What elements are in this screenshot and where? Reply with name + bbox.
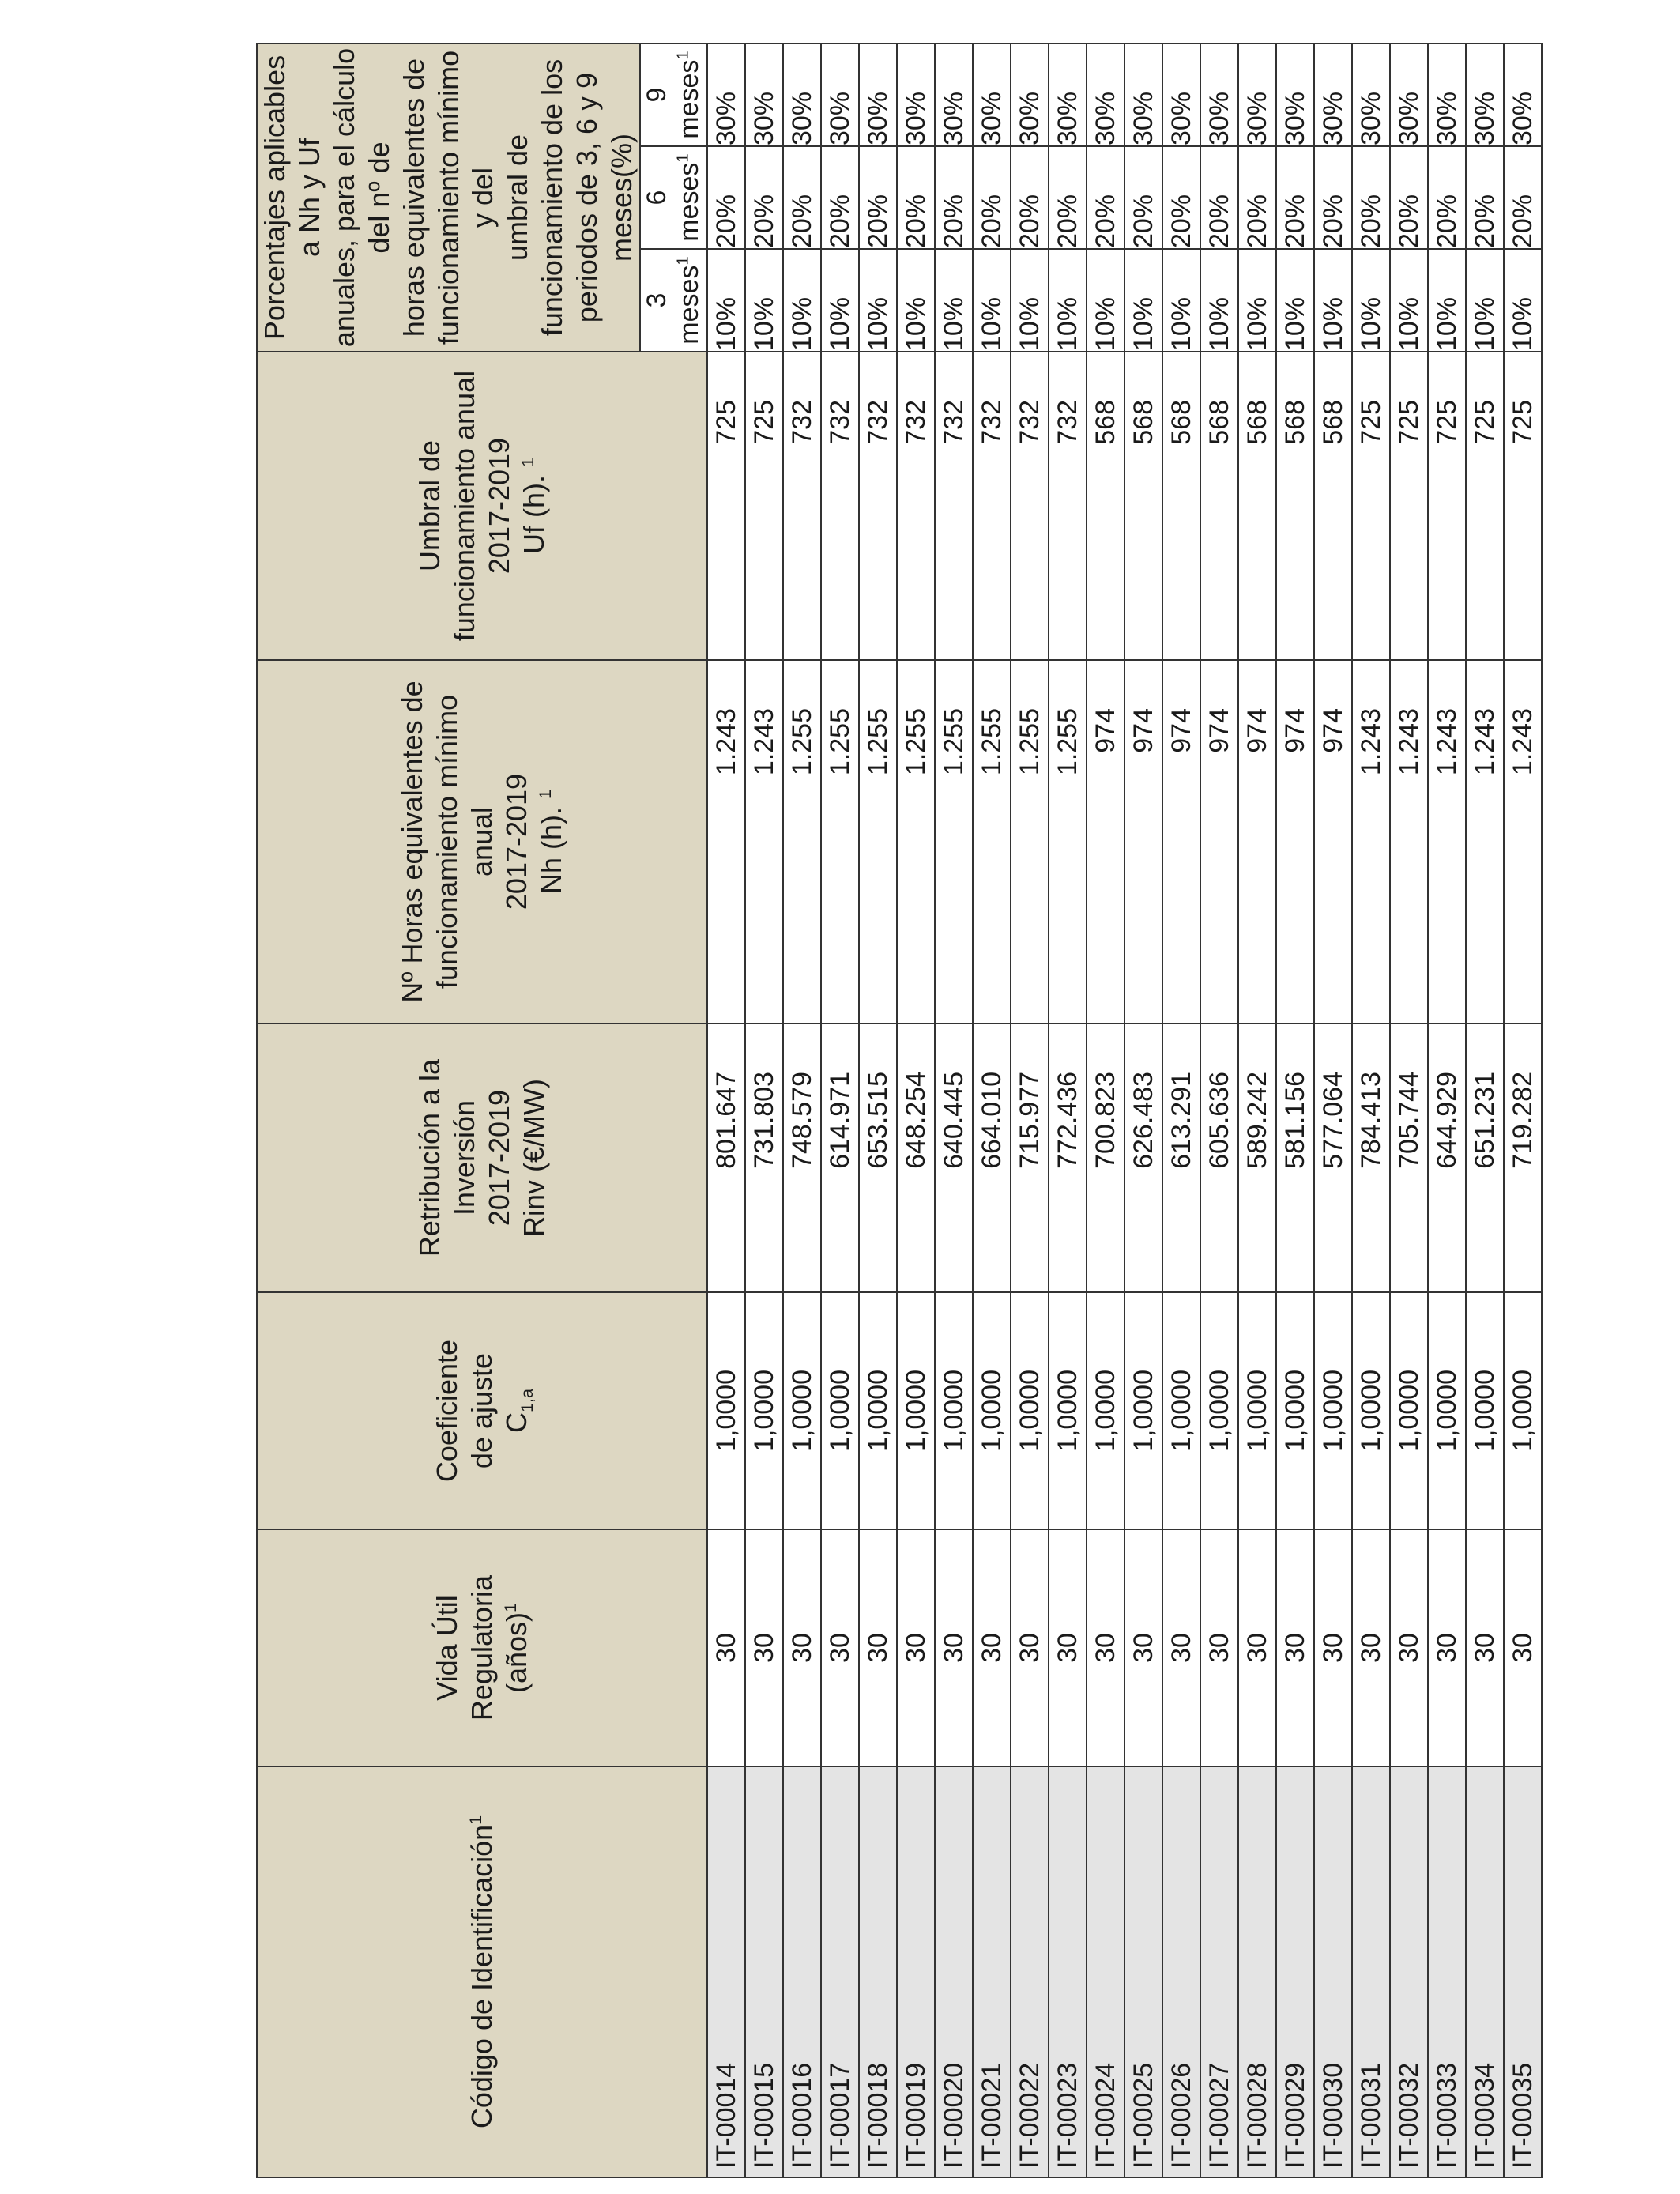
cell-horas-nh: 1.255 [859, 660, 897, 1023]
cell-retribucion: 748.579 [783, 1023, 821, 1292]
cell-vida: 30 [707, 1529, 745, 1766]
header-retrib-line1: Retribución a la [413, 1058, 446, 1257]
cell-codigo: IT-00025 [1124, 1766, 1162, 2177]
cell-pct-6-meses: 20% [1087, 146, 1124, 249]
footnote-marker: 1 [675, 256, 693, 266]
cell-pct-3-meses: 10% [1390, 249, 1428, 352]
cell-retribucion: 772.436 [1049, 1023, 1087, 1292]
cell-pct-6-meses: 20% [1428, 146, 1466, 249]
table-row [1428, 43, 1466, 2177]
cell-retribucion: 626.483 [1124, 1023, 1162, 1292]
cell-vida: 30 [1162, 1529, 1200, 1766]
cell-vida: 30 [821, 1529, 859, 1766]
cell-vida: 30 [1390, 1529, 1428, 1766]
cell-horas-nh: 1.243 [1466, 660, 1504, 1023]
cell-pct-3-meses: 10% [707, 249, 745, 352]
header-3-meses [640, 249, 707, 352]
cell-codigo: IT-00023 [1049, 1766, 1087, 2177]
header-pct-line3: horas equivalentes de [397, 58, 430, 337]
cell-vida: 30 [1352, 1529, 1390, 1766]
cell-pct-9-meses: 30% [1124, 43, 1162, 146]
cell-pct-9-meses: 30% [1352, 43, 1390, 146]
cell-pct-3-meses: 10% [1200, 249, 1238, 352]
footnote-marker: 1 [517, 457, 537, 467]
table-row [1124, 43, 1162, 2177]
cell-coeficiente: 1,0000 [1390, 1292, 1428, 1529]
cell-retribucion: 705.744 [1390, 1023, 1428, 1292]
cell-codigo: IT-00024 [1087, 1766, 1124, 2177]
cell-pct-3-meses: 10% [1162, 249, 1200, 352]
header-coef-line2: de ajuste [465, 1352, 498, 1469]
header-coef-subscript: 1,a [517, 1388, 537, 1413]
table-row [1504, 43, 1542, 2177]
table-row [1352, 43, 1390, 2177]
cell-retribucion: 644.929 [1428, 1023, 1466, 1292]
header-vida-line3 [499, 1530, 534, 1766]
cell-umbral-uf: 568 [1276, 352, 1314, 660]
table-row [707, 43, 745, 2177]
cell-pct-9-meses: 30% [783, 43, 821, 146]
cell-coeficiente: 1,0000 [973, 1292, 1011, 1529]
header-codigo [257, 1766, 707, 2177]
header-coef-line1: Coeficiente [431, 1339, 464, 1483]
retribution-table [256, 43, 1543, 2178]
cell-pct-9-meses: 30% [1238, 43, 1276, 146]
cell-pct-6-meses: 20% [1352, 146, 1390, 249]
cell-pct-9-meses: 30% [1276, 43, 1314, 146]
table-row [1049, 43, 1087, 2177]
table-row [783, 43, 821, 2177]
cell-pct-9-meses: 30% [897, 43, 935, 146]
cell-pct-3-meses: 10% [745, 249, 783, 352]
cell-pct-3-meses: 10% [821, 249, 859, 352]
cell-horas-nh: 1.255 [783, 660, 821, 1023]
cell-codigo: IT-00022 [1011, 1766, 1049, 2177]
cell-retribucion: 581.156 [1276, 1023, 1314, 1292]
cell-vida: 30 [745, 1529, 783, 1766]
header-uf-line1: Umbral de [413, 439, 446, 572]
header-vida [257, 1529, 707, 1766]
cell-pct-6-meses: 20% [973, 146, 1011, 249]
cell-horas-nh: 1.243 [1390, 660, 1428, 1023]
cell-codigo: IT-00019 [897, 1766, 935, 2177]
cell-pct-9-meses: 30% [1011, 43, 1049, 146]
cell-pct-3-meses: 10% [973, 249, 1011, 352]
table-row [1200, 43, 1238, 2177]
cell-coeficiente: 1,0000 [1352, 1292, 1390, 1529]
cell-codigo: IT-00030 [1314, 1766, 1352, 2177]
cell-codigo: IT-00028 [1238, 1766, 1276, 2177]
cell-pct-9-meses: 30% [1314, 43, 1352, 146]
cell-horas-nh: 974 [1162, 660, 1200, 1023]
cell-pct-9-meses: 30% [859, 43, 897, 146]
cell-codigo: IT-00017 [821, 1766, 859, 2177]
cell-codigo: IT-00014 [707, 1766, 745, 2177]
cell-pct-9-meses: 30% [821, 43, 859, 146]
cell-pct-3-meses: 10% [1124, 249, 1162, 352]
cell-retribucion: 577.064 [1314, 1023, 1352, 1292]
cell-horas-nh: 1.243 [1428, 660, 1466, 1023]
cell-pct-9-meses: 30% [1200, 43, 1238, 146]
cell-codigo: IT-00021 [973, 1766, 1011, 2177]
cell-horas-nh: 1.243 [707, 660, 745, 1023]
cell-horas-nh: 1.255 [821, 660, 859, 1023]
header-uf-line3: 2017-2019 [482, 437, 515, 575]
header-retrib-line2: Inversión [448, 1099, 481, 1216]
cell-pct-9-meses: 30% [935, 43, 973, 146]
cell-umbral-uf: 725 [1352, 352, 1390, 660]
cell-pct-6-meses: 20% [1200, 146, 1238, 249]
cell-codigo: IT-00032 [1390, 1766, 1428, 2177]
cell-coeficiente: 1,0000 [707, 1292, 745, 1529]
cell-retribucion: 648.254 [897, 1023, 935, 1292]
header-nh-line3: anual [465, 806, 498, 877]
header-pct-line6: periodos de 3, 6 y 9 meses(%) [571, 72, 638, 323]
cell-horas-nh: 974 [1276, 660, 1314, 1023]
cell-coeficiente: 1,0000 [1276, 1292, 1314, 1529]
cell-coeficiente: 1,0000 [1087, 1292, 1124, 1529]
header-porcentajes [257, 43, 640, 352]
table-row [1011, 43, 1049, 2177]
cell-pct-9-meses: 30% [1466, 43, 1504, 146]
header-pct-line1: Porcentajes aplicables a Nh y Uf [258, 55, 326, 341]
cell-coeficiente: 1,0000 [821, 1292, 859, 1529]
cell-codigo: IT-00034 [1466, 1766, 1504, 2177]
cell-pct-3-meses: 10% [897, 249, 935, 352]
cell-pct-9-meses: 30% [745, 43, 783, 146]
cell-vida: 30 [859, 1529, 897, 1766]
header-umbral-uf [257, 352, 707, 660]
cell-umbral-uf: 732 [973, 352, 1011, 660]
table-row [1466, 43, 1504, 2177]
cell-umbral-uf: 732 [1011, 352, 1049, 660]
cell-umbral-uf: 732 [821, 352, 859, 660]
cell-horas-nh: 1.255 [973, 660, 1011, 1023]
rotated-table-container [256, 44, 1538, 2178]
cell-vida: 30 [1504, 1529, 1542, 1766]
cell-vida: 30 [1466, 1529, 1504, 1766]
cell-umbral-uf: 732 [783, 352, 821, 660]
footnote-marker: 1 [534, 789, 555, 799]
footnote-marker: 1 [675, 153, 693, 163]
cell-horas-nh: 1.243 [745, 660, 783, 1023]
cell-umbral-uf: 732 [1049, 352, 1087, 660]
cell-codigo: IT-00018 [859, 1766, 897, 2177]
header-vida-line1: Vida Útil [431, 1595, 464, 1701]
cell-pct-9-meses: 30% [1087, 43, 1124, 146]
cell-horas-nh: 1.255 [1049, 660, 1087, 1023]
cell-umbral-uf: 725 [1390, 352, 1428, 660]
cell-horas-nh: 974 [1200, 660, 1238, 1023]
cell-coeficiente: 1,0000 [1466, 1292, 1504, 1529]
cell-coeficiente: 1,0000 [1314, 1292, 1352, 1529]
header-codigo-label: Código de Identificación [465, 1824, 498, 2129]
table-row [1087, 43, 1124, 2177]
cell-retribucion: 613.291 [1162, 1023, 1200, 1292]
cell-pct-6-meses: 20% [1124, 146, 1162, 249]
cell-pct-6-meses: 20% [1276, 146, 1314, 249]
cell-retribucion: 653.515 [859, 1023, 897, 1292]
header-retribucion [257, 1023, 707, 1292]
cell-pct-9-meses: 30% [1504, 43, 1542, 146]
header-9-meses-label: 9 meses [641, 59, 705, 139]
cell-umbral-uf: 732 [897, 352, 935, 660]
cell-pct-6-meses: 20% [1162, 146, 1200, 249]
cell-pct-6-meses: 20% [897, 146, 935, 249]
cell-retribucion: 719.282 [1504, 1023, 1542, 1292]
cell-retribucion: 614.971 [821, 1023, 859, 1292]
header-nh-line1: Nº Horas equivalentes de [396, 680, 429, 1003]
cell-vida: 30 [1049, 1529, 1087, 1766]
cell-retribucion: 801.647 [707, 1023, 745, 1292]
header-vida-line2: Regulatoria [465, 1574, 498, 1721]
cell-pct-9-meses: 30% [707, 43, 745, 146]
cell-pct-6-meses: 20% [859, 146, 897, 249]
cell-umbral-uf: 725 [707, 352, 745, 660]
cell-retribucion: 715.977 [1011, 1023, 1049, 1292]
cell-pct-6-meses: 20% [1504, 146, 1542, 249]
cell-pct-3-meses: 10% [1011, 249, 1049, 352]
cell-horas-nh: 974 [1238, 660, 1276, 1023]
cell-pct-6-meses: 20% [821, 146, 859, 249]
cell-codigo: IT-00015 [745, 1766, 783, 2177]
cell-retribucion: 784.413 [1352, 1023, 1390, 1292]
cell-pct-9-meses: 30% [1049, 43, 1087, 146]
table-body [707, 43, 1542, 2177]
cell-vida: 30 [1200, 1529, 1238, 1766]
header-retrib-line3: 2017-2019 [482, 1089, 515, 1227]
cell-codigo: IT-00016 [783, 1766, 821, 2177]
cell-horas-nh: 1.243 [1504, 660, 1542, 1023]
cell-pct-9-meses: 30% [973, 43, 1011, 146]
table-row [1314, 43, 1352, 2177]
header-nh-line5-label: Nh (h). [534, 807, 567, 895]
table-row [897, 43, 935, 2177]
header-pct-line5: umbral de funcionamiento de los [501, 58, 569, 337]
header-horas-nh [257, 660, 707, 1023]
cell-pct-3-meses: 10% [1504, 249, 1542, 352]
header-vida-line3-label: (años) [499, 1612, 533, 1694]
cell-umbral-uf: 732 [859, 352, 897, 660]
cell-codigo: IT-00035 [1504, 1766, 1542, 2177]
cell-coeficiente: 1,0000 [1200, 1292, 1238, 1529]
header-uf-line4 [517, 352, 552, 659]
header-6-meses [640, 146, 707, 249]
table-row [1390, 43, 1428, 2177]
cell-coeficiente: 1,0000 [1011, 1292, 1049, 1529]
cell-vida: 30 [1087, 1529, 1124, 1766]
cell-coeficiente: 1,0000 [859, 1292, 897, 1529]
table-row [821, 43, 859, 2177]
cell-coeficiente: 1,0000 [1162, 1292, 1200, 1529]
cell-horas-nh: 1.255 [897, 660, 935, 1023]
cell-coeficiente: 1,0000 [935, 1292, 973, 1529]
cell-vida: 30 [897, 1529, 935, 1766]
cell-vida: 30 [1314, 1529, 1352, 1766]
cell-pct-3-meses: 10% [1314, 249, 1352, 352]
table-header [257, 43, 707, 2177]
cell-vida: 30 [1238, 1529, 1276, 1766]
cell-umbral-uf: 568 [1200, 352, 1238, 660]
cell-pct-6-meses: 20% [1466, 146, 1504, 249]
header-pct-line4: funcionamiento mínimo y del [431, 50, 499, 345]
cell-codigo: IT-00033 [1428, 1766, 1466, 2177]
cell-pct-3-meses: 10% [1049, 249, 1087, 352]
cell-pct-6-meses: 20% [1011, 146, 1049, 249]
cell-vida: 30 [973, 1529, 1011, 1766]
cell-vida: 30 [783, 1529, 821, 1766]
cell-retribucion: 700.823 [1087, 1023, 1124, 1292]
cell-umbral-uf: 568 [1124, 352, 1162, 660]
cell-vida: 30 [1428, 1529, 1466, 1766]
cell-vida: 30 [1011, 1529, 1049, 1766]
cell-pct-6-meses: 20% [783, 146, 821, 249]
header-codigo-text [465, 1767, 499, 2177]
cell-coeficiente: 1,0000 [1428, 1292, 1466, 1529]
cell-pct-6-meses: 20% [1314, 146, 1352, 249]
table-row [935, 43, 973, 2177]
cell-pct-6-meses: 20% [1390, 146, 1428, 249]
cell-pct-3-meses: 10% [935, 249, 973, 352]
header-3-meses-label: 3 meses [641, 265, 705, 345]
cell-retribucion: 651.231 [1466, 1023, 1504, 1292]
header-nh-line4: 2017-2019 [499, 773, 533, 910]
cell-umbral-uf: 568 [1238, 352, 1276, 660]
cell-horas-nh: 974 [1124, 660, 1162, 1023]
footnote-marker: 1 [675, 51, 693, 60]
cell-pct-9-meses: 30% [1162, 43, 1200, 146]
header-9-meses [640, 43, 707, 146]
table-row [1276, 43, 1314, 2177]
table-row [859, 43, 897, 2177]
cell-umbral-uf: 568 [1162, 352, 1200, 660]
header-nh-line5 [534, 661, 569, 1023]
cell-retribucion: 731.803 [745, 1023, 783, 1292]
cell-retribucion: 589.242 [1238, 1023, 1276, 1292]
header-pct-line2: anuales, para el cálculo del nº de [327, 47, 395, 348]
cell-pct-3-meses: 10% [1466, 249, 1504, 352]
cell-horas-nh: 1.255 [935, 660, 973, 1023]
cell-coeficiente: 1,0000 [1124, 1292, 1162, 1529]
cell-pct-3-meses: 10% [783, 249, 821, 352]
cell-codigo: IT-00020 [935, 1766, 973, 2177]
cell-pct-6-meses: 20% [1049, 146, 1087, 249]
cell-umbral-uf: 568 [1314, 352, 1352, 660]
cell-horas-nh: 974 [1314, 660, 1352, 1023]
cell-umbral-uf: 725 [1428, 352, 1466, 660]
cell-vida: 30 [1276, 1529, 1314, 1766]
cell-pct-3-meses: 10% [859, 249, 897, 352]
header-coef-symbol: C [499, 1412, 533, 1434]
footnote-marker: 1 [499, 1602, 520, 1612]
cell-codigo: IT-00029 [1276, 1766, 1314, 2177]
cell-pct-9-meses: 30% [1428, 43, 1466, 146]
cell-pct-3-meses: 10% [1087, 249, 1124, 352]
cell-vida: 30 [935, 1529, 973, 1766]
table-row [973, 43, 1011, 2177]
cell-pct-9-meses: 30% [1390, 43, 1428, 146]
cell-codigo: IT-00031 [1352, 1766, 1390, 2177]
table-row [1238, 43, 1276, 2177]
cell-umbral-uf: 725 [1466, 352, 1504, 660]
cell-pct-6-meses: 20% [935, 146, 973, 249]
cell-codigo: IT-00026 [1162, 1766, 1200, 2177]
cell-pct-6-meses: 20% [1238, 146, 1276, 249]
header-6-meses-label: 6 meses [641, 162, 705, 242]
cell-retribucion: 605.636 [1200, 1023, 1238, 1292]
cell-pct-3-meses: 10% [1276, 249, 1314, 352]
cell-coeficiente: 1,0000 [745, 1292, 783, 1529]
cell-umbral-uf: 725 [1504, 352, 1542, 660]
header-coeficiente [257, 1292, 707, 1529]
header-retrib-line4: Rinv (€/MW) [517, 1079, 550, 1237]
cell-umbral-uf: 732 [935, 352, 973, 660]
footnote-marker: 1 [465, 1815, 485, 1825]
header-coef-line3 [499, 1293, 537, 1529]
cell-horas-nh: 1.255 [1011, 660, 1049, 1023]
header-nh-line2: funcionamiento mínimo [431, 694, 464, 990]
cell-pct-6-meses: 20% [707, 146, 745, 249]
table-row [745, 43, 783, 2177]
header-uf-line2: funcionamiento anual [448, 370, 481, 642]
cell-coeficiente: 1,0000 [1504, 1292, 1542, 1529]
cell-coeficiente: 1,0000 [1049, 1292, 1087, 1529]
cell-horas-nh: 1.243 [1352, 660, 1390, 1023]
header-uf-line4-label: Uf (h). [517, 475, 550, 555]
cell-retribucion: 664.010 [973, 1023, 1011, 1292]
cell-pct-6-meses: 20% [745, 146, 783, 249]
cell-horas-nh: 974 [1087, 660, 1124, 1023]
cell-coeficiente: 1,0000 [897, 1292, 935, 1529]
cell-umbral-uf: 568 [1087, 352, 1124, 660]
cell-pct-3-meses: 10% [1238, 249, 1276, 352]
cell-vida: 30 [1124, 1529, 1162, 1766]
cell-pct-3-meses: 10% [1428, 249, 1466, 352]
cell-pct-3-meses: 10% [1352, 249, 1390, 352]
cell-coeficiente: 1,0000 [783, 1292, 821, 1529]
cell-coeficiente: 1,0000 [1238, 1292, 1276, 1529]
cell-retribucion: 640.445 [935, 1023, 973, 1292]
cell-codigo: IT-00027 [1200, 1766, 1238, 2177]
cell-umbral-uf: 725 [745, 352, 783, 660]
table-row [1162, 43, 1200, 2177]
